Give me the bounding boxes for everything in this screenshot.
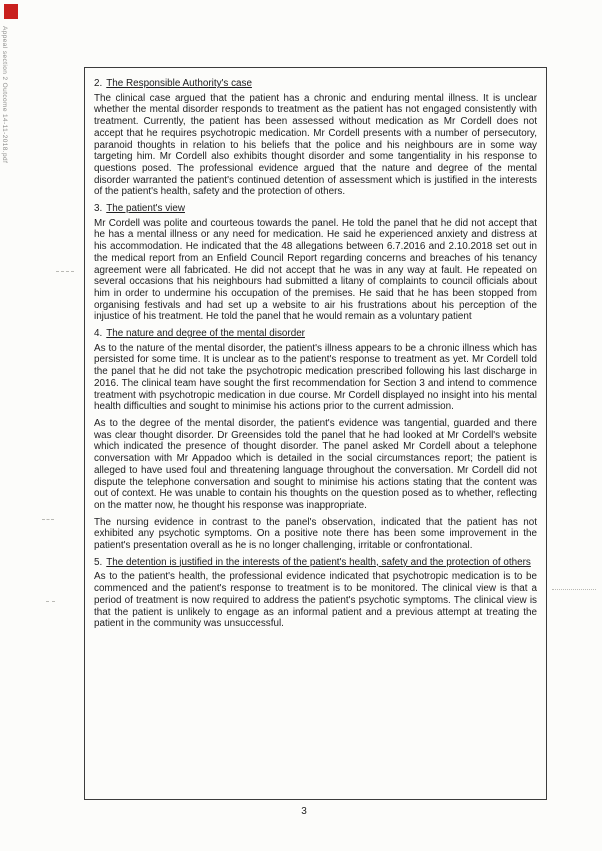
section-title: The detention is justified in the interests of the patient's health, safety and the protection of others bbox=[106, 556, 531, 568]
section-title: The patient's view bbox=[106, 203, 185, 215]
section-title: The nature and degree of the mental disorder bbox=[106, 328, 305, 340]
paragraph: As to the nature of the mental disorder, the patient's illness appears to be a chronic illness which has persisted for some time. It is unclear as to the patient's response to treatment as yet. Mr Cordell told the panel that he did not take the psychotropic medication prescribed following his last discharge in 2016. The clinical team have sought the first recommendation for Section 3 and intend to commence treatment with psychotropic medication in due course. Mr Cordell displayed no insight into his mental health difficulties and sought to minimise his actions prior to the current admission. bbox=[94, 342, 537, 413]
scan-artifact bbox=[46, 601, 55, 602]
scan-artifact bbox=[56, 271, 74, 272]
paragraph: The nursing evidence in contrast to the panel's observation, indicated that the patient has not exhibited any psychotic symptoms. On a positive note there has been some improvement in the patient's presentation overall as he is no longer challenging, irritable or confrontational. bbox=[94, 516, 537, 552]
paragraph: As to the degree of the mental disorder, the patient's evidence was tangential, guarded and there was clear thought disorder. Dr Greensides told the panel that he had looked at Mr Cordell's website which indicated the presence of thought disorder. The panel asked Mr Cordell about a telephone conversation with Mr Appadoo which is detailed in the social circumstances report; the patient is alleged to have used foul and threatening language throughout the conversation. Mr Cordell did not dispute the telephone conversation and sought to minimise his actions stating that the content was out of context. He was unable to contain his thoughts on the question posed as to whether, reflecting on the matter now, he thought his response was inappropriate. bbox=[94, 417, 537, 511]
document-content-box bbox=[84, 67, 547, 800]
scan-corner-red-mark bbox=[4, 4, 18, 19]
paragraph: As to the patient's health, the professional evidence indicated that psychotropic medication is to be commenced and the patient's response to treatment is to be monitored. The clinical view is that a period of treatment is now required to address the patient's psychotic symptoms. The clinical view is that the patient is unlikely to engage as an informal patient and a previous attempt at treating the patient in the community was unsuccessful. bbox=[94, 571, 537, 630]
section-title: The Responsible Authority's case bbox=[106, 78, 252, 89]
page-number: 3 bbox=[301, 806, 307, 817]
paragraph: The clinical case argued that the patient has a chronic and enduring mental illness. It is unclear whether the mental disorder responds to treatment as the patient has not engaged consistently with treatment. Currently, the patient has been assessed without medication as Mr Cordell does not accept that he requires psychotropic medication. Mr Cordell presents with a number of persecutory, paranoid thoughts in relation to his beliefs that the police and his neighbours are in some way targeting him. Mr Cordell also exhibits thought disorder and some tangentiality in his response to questions posed. The professional evidence argued that the nature and degree of the mental disorder warranted the patient's continued detention of assessment which is justified in the interests of the patient's health, safety and the protection of others. bbox=[94, 92, 537, 198]
section-number: 4. bbox=[94, 328, 103, 340]
section-number: 5. bbox=[94, 556, 103, 568]
section-number: 2. bbox=[94, 78, 103, 89]
document-filename-vertical: Appeal section 2 Outcome 14-11-2018.pdf bbox=[1, 26, 8, 164]
scan-artifact bbox=[552, 589, 596, 590]
section-number: 3. bbox=[94, 203, 103, 215]
section-heading-detention-justified bbox=[94, 557, 537, 569]
section-heading-patients-view bbox=[94, 203, 537, 215]
section-heading-nature-and-degree bbox=[94, 328, 537, 340]
section-heading-responsible-authoritys-case bbox=[94, 78, 537, 90]
paragraph: Mr Cordell was polite and courteous towards the panel. He told the panel that he did not accept that he has a mental illness or any need for medication. He said he experienced anxiety and distress at his accommodation. He indicated that the 48 allegations between 6.7.2016 and 2.10.2018 set out in the medical report from an Enfield Council Report regarding concerns and breaches of his tenancy agreement were all fabricated. He did not accept that he was in any way at fault. He repeated on several occasions that his neighbours had submitted a litany of complaints to council officials about him in order to undermine his occupation of the premises. He said that he has been stopped from organising festivals and had set up a website to air his frustrations about his perception of the injustice of his treatment. He told the panel that he would remain as a voluntary patient bbox=[94, 217, 537, 323]
scan-artifact bbox=[42, 519, 54, 520]
